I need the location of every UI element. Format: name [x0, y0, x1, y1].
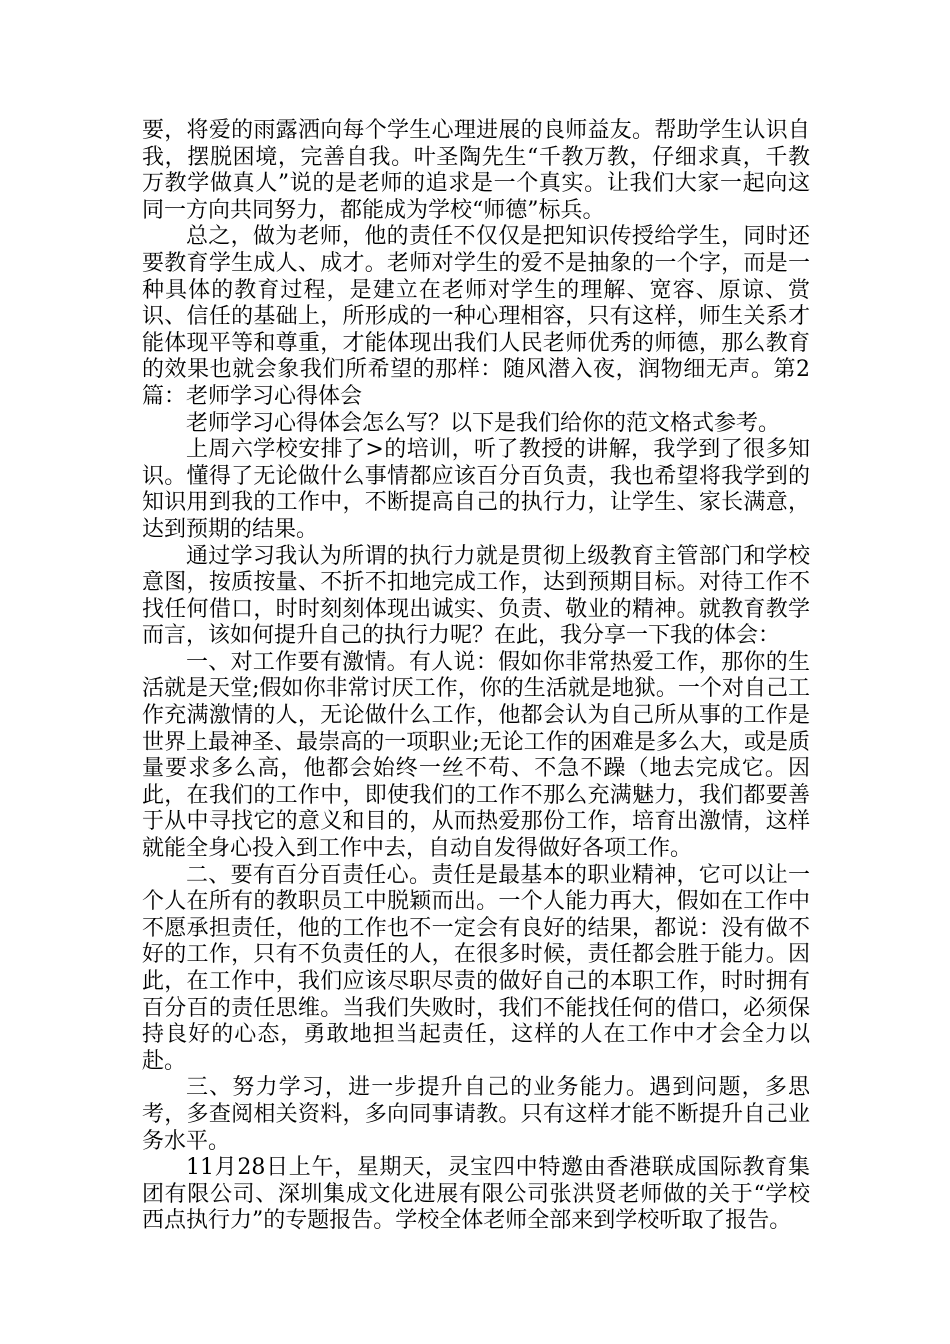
paragraph-6: 一、对工作要有激情。有人说：假如你非常热爱工作，那你的生活就是天堂;假如你非常讨厌工作，你的生活就是地狱。一个对自己工作充满激情的人，无论做什么工作，他都会认为自己所从事的工作是世界上最神圣、最崇高的一项职业;无论工作的困难是多么大，或是质量要求多么高，他都会始终一丝不苟、不急不躁（地去完成它。因此，在我们的工作中，即使我们的工作不那么充满魅力，我们都要善于从中寻找它的意义和目的，从而热爱那份工作，培育出激情，这样就能全身心投入到工作中去，自动自发得做好各项工作。 — [142, 649, 810, 862]
paragraph-1: 要，将爱的雨露洒向每个学生心理进展的良师益友。帮助学生认识自我，摆脱困境，完善自我。叶圣陶先生“千教万教，仔细求真，千教万教学做真人”说的是老师的追求是一个真实。让我们大家一起向这同一方向共同努力，都能成为学校“师德”标兵。 — [142, 118, 810, 223]
paragraph-2: 总之，做为老师，他的责任不仅仅是把知识传授给学生，同时还要教育学生成人、成才。老师对学生的爱不是抽象的一个字，而是一种具体的教育过程，是建立在老师对学生的理解、宽容、原谅、赏识、信任的基础上，所形成的一种心理相容，只有这样，师生关系才能体现平等和尊重，才能体现出我们人民老师优秀的师德，那么教育的效果也就会象我们所希望的那样：随风潜入夜，润物细无声。第2篇：老师学习心得体会 — [142, 224, 810, 409]
paragraph-4: 上周六学校安排了>的培训，听了教授的讲解，我学到了很多知识。懂得了无论做什么事情都应该百分百负责，我也希望将我学到的知识用到我的工作中，不断提高自己的执行力，让学生、家长满意，达到预期的结果。 — [142, 437, 810, 542]
paragraph-9: 11月28日上午，星期天，灵宝四中特邀由香港联成国际教育集团有限公司、深圳集成文化进展有限公司张洪贤老师做的关于“学校西点执行力”的专题报告。学校全体老师全部来到学校听取了报告。 — [142, 1155, 810, 1234]
paragraph-8: 三、努力学习，进一步提升自己的业务能力。遇到问题，多思考，多查阅相关资料，多向同事请教。只有这样才能不断提升自己业务水平。 — [142, 1075, 810, 1154]
paragraph-3: 老师学习心得体会怎么写？以下是我们给你的范文格式参考。 — [186, 410, 781, 436]
document-body — [142, 118, 810, 1235]
paragraph-5: 通过学习我认为所谓的执行力就是贯彻上级教育主管部门和学校意图，按质按量、不折不扣地完成工作，达到预期目标。对待工作不找任何借口，时时刻刻体现出诚实、负责、敬业的精神。就教育教学而言，该如何提升自己的执行力呢？在此，我分享一下我的体会： — [142, 543, 810, 649]
paragraph-7: 二、要有百分百责任心。责任是最基本的职业精神，它可以让一个人在所有的教职员工中脱颖而出。一个人能力再大，假如在工作中不愿承担责任，他的工作也不一定会有良好的结果，都说：没有做不好的工作，只有不负责任的人，在很多时候，责任都会胜于能力。因此，在工作中，我们应该尽职尽责的做好自己的本职工作，时时拥有百分百的责任思维。当我们失败时，我们不能找任何的借口，必须保持良好的心态，勇敢地担当起责任，这样的人在工作中才会全力以赴。 — [142, 862, 810, 1074]
